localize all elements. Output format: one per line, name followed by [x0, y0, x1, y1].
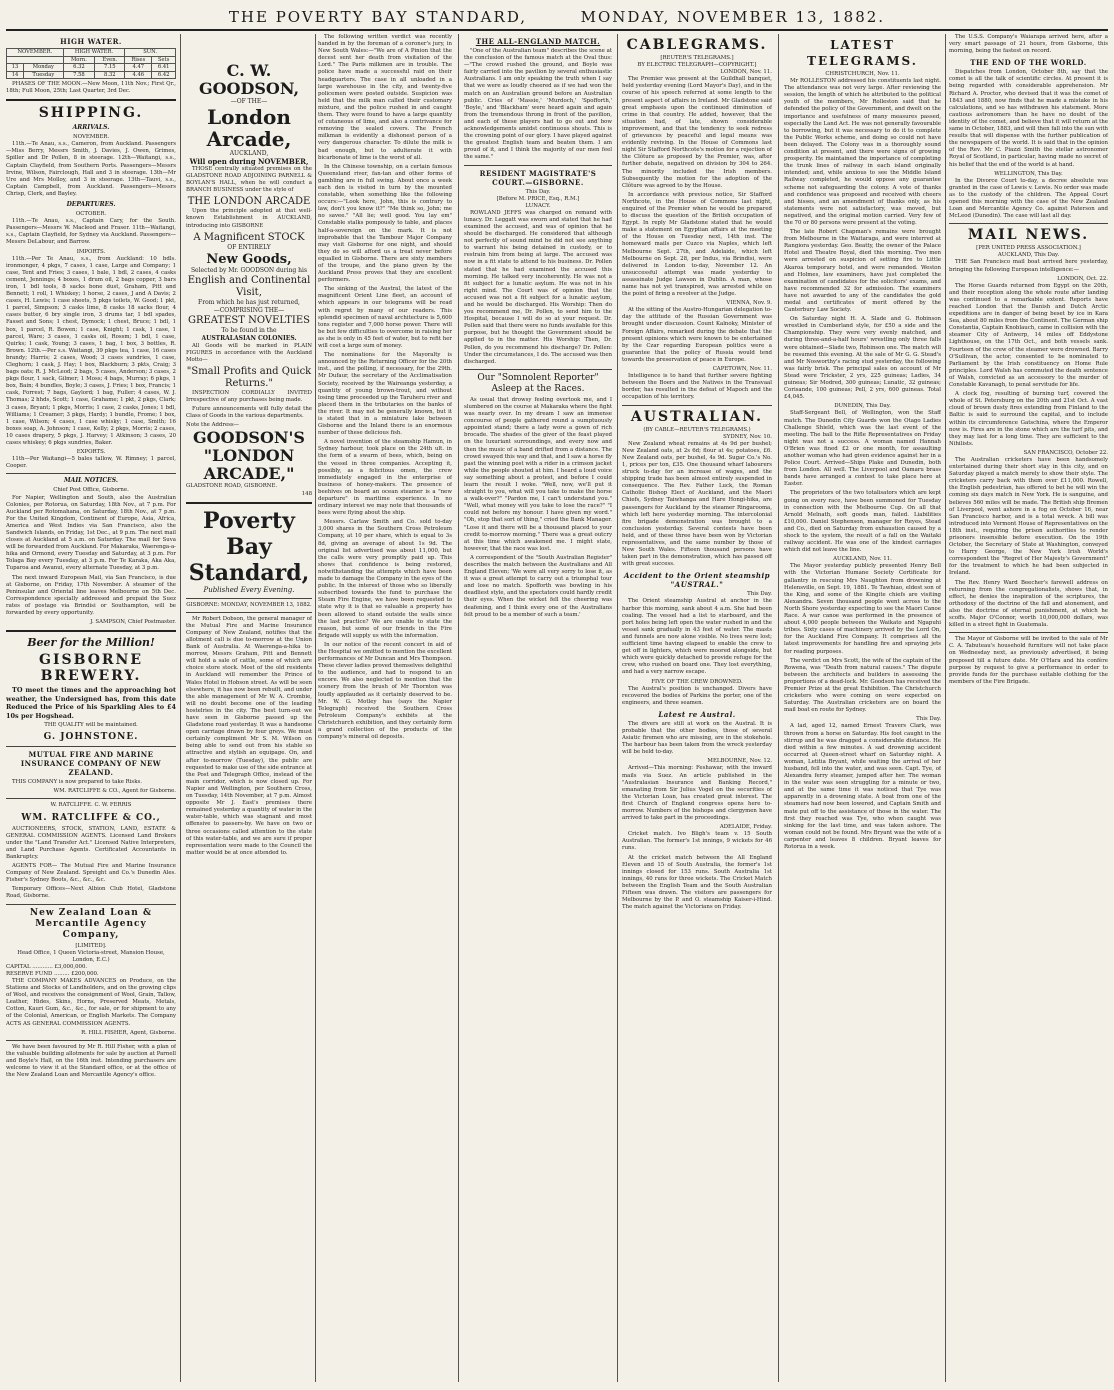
tide-cell: Tuesday	[24, 71, 64, 79]
mail-news-source: [PER UNITED PRESS ASSOCIATION.]	[976, 245, 1081, 252]
ratcliffe-office: Temporary Offices—Next Albion Club Hotel, Gladstone Road, Gisborne.	[6, 886, 176, 900]
london-address: "LONDON	[203, 446, 295, 466]
christchurch-text: The late Robert Chapman's remains were brought from Melbourne in the Waitaraga, and were interred at Rangiora yesterday. Geo. Beatty, the owner of the Palace Hotel and Theatre Royal, died this morning. Two men were arrested on suspicion of setting fire to Little Akaroa temporary hotel, and were remanded. Weston and Holmes, law examiners, have just completed the examination of candidates for the solicitors' exams, and have recommended 32 for admission. The examiners have not awarded to any of the candidates the gold medal and certificates of merit offered by the Canterbury Law Society.	[784, 229, 941, 314]
goodson-name: C. W. GOODSON,	[198, 61, 300, 98]
nz-loan-note: We have been favoured by Mr R. Hill Fisher, with a plan of the valuable building allotments for sale by auction at Parnell and Boyle's Hall, on the 16th inst. Intending purchasers are welcome to view it at the Standard office, or at the office of the New Zealand Loan and Mercantile Agency's office.	[6, 1043, 176, 1079]
masthead-rule	[6, 29, 1108, 31]
arrivals-text: 11th.—Te Anau, s.s., Cameron, from Auckland. Passengers—Miss Berry, Messrs Smith, J. Davies, J. Owen, Grimes, Spiller and Dr Pollen, 8 in steerage. 12th—Waitangi, s.s., Captain Clayfield, from Southern Ports. Passengers—Messrs Irvine, Wilson, Fairclough, Hall and 3 in steerage. 13th—Mr Ure and Mrs Molloy, and 3 in steerage. 13th—Tauvi, s.s., Captain Campbell, from Auckland. Passengers—Messrs Chrisp, Clerk, and Bayley.	[6, 141, 176, 197]
vienna-text: At the sitting of the Austro-Hungarian delegation to-day the attitude of the Russian Government was brought under discussion. Count Kalnoky, Minister of Foreign Affairs, remarked during the debate that the present opinions which were known to be entertained by the Czar regarding European politics were a guarantee that the policy of Russia would tend towards the preservation of peace in Europe.	[622, 307, 772, 363]
australasian-colonies: AUSTRALASIAN COLONIES.	[201, 334, 297, 342]
ratcliffe-text: AUCTIONEERS, STOCK, STATION, LAND, ESTATE & GENERAL COMMISSION AGENTS. Licensed Land Brokers under the "Land Transfer Act." Licensed Native Interpreters, and Land Purchase Agents. Certificated Accountants in Bankruptcy.	[6, 825, 176, 860]
goodson-selected: Selected by Mr. GOODSON during his	[190, 266, 308, 274]
cablegrams-source: BY ELECTRIC TELEGRAPH—COPYRIGHT.]	[637, 62, 757, 69]
mutual-insurance-text: THIS COMPANY is now prepared to take Risks.	[12, 779, 142, 786]
motto: "Small Profits and Quick Returns."	[186, 365, 312, 389]
this-day-dateline: This Day.	[916, 716, 941, 723]
news-item: A novel invention of the steamship Hamun, in Sydney harbour, took place on the 24th ult. in the form of a swarm of bees, which, being on the vessel in three companies. Accepting it, possibly, as a felicitous omen, the crew immediately engaged in the enterprise of business of honey-makers. The presence of beehives on board an ocean steamer is a "new departure" in maritime experience. In no ordinary interest we may note that thousands of bees were flying about the ship.	[318, 439, 452, 517]
magistrate-subheading: LUNACY.	[525, 202, 551, 209]
goodson-open: Will open during NOVEMBER,	[189, 157, 309, 166]
london-oct-dateline: LONDON, Oct. 22.	[1057, 275, 1108, 282]
imports-heading: IMPORTS.	[76, 248, 106, 255]
exports-heading: EXPORTS.	[76, 449, 106, 456]
column-latest-telegrams	[784, 34, 941, 1382]
tide-cell: 6.42	[152, 71, 176, 79]
column-divider	[778, 34, 779, 1382]
editorial-dateline: GISBORNE: MONDAY, NOVEMBER 13, 1882.	[186, 601, 312, 608]
adelaide-dateline: ADELAIDE, Friday.	[719, 824, 772, 831]
brewery-heading: GISBORNE BREWERY.	[38, 652, 143, 685]
gladstone-road: GLADSTONE ROAD, GISBORNE.	[186, 483, 278, 490]
magistrate-day: This Day.	[525, 188, 551, 195]
melbourne-text: Arrived—This morning: Feshawar, with the inward mails via Suez. An article published in the "Australasian Insurance and Banking Record," emanating from Sir Julius Vogel on the securities of the Victorian Loan, has created great interest. The first Church of England congress opens here to-morrow. Numbers of the bishops and clergymen have arrived to take part in the proceedings.	[622, 765, 772, 822]
magistrate-text: ROWLAND JEFFS was charged on remand with lunacy. Dr. Leggatt was sworn and stated that he had examined the accused, and was of opinion that he should be discharged. He considered that although not perfectly of sound mind he did not see anything to warrant his being detained in custody, or to restrain him from being at large. The accused was now in a fit state to attend to his business. Dr. Pollen stated that he had examined the accused this morning. He talked very incoherently. He was not a fit subject for a lunatic asylum. He was not in his right mind. The Court was of opinion that the accused was not a fit subject for a lunatic asylum, and he would be discharged. His Worship: Then do you recommend me, Dr. Pollen, to send him to the Hospital, because I will do so at your request. Dr. Pollen said that there were no funds available for this purpose, but he thought the Government should be applied to in the matter. His Worship: Then, Dr. Pollen, do you recommend his discharge? Dr. Pollen: Under the circumstances, I do. The accused was then discharged.	[464, 209, 612, 365]
nz-loan-heading: New Zealand Loan & Mercantile Agency Company,	[29, 907, 153, 940]
london-arcade-heading: London Arcade,	[206, 105, 292, 151]
tide-subheader: Even.	[95, 56, 125, 64]
masthead-paper-name: THE POVERTY BAY STANDARD,	[228, 8, 528, 26]
english-continental: English and Continental Visit,	[187, 274, 311, 298]
sydney-text: New Zealand wheat remains at 4s 9d per bushel; New Zealand oats, at 2s 6d; flour at 4s; potatoes, £6. New Zealand oats, per bushel, 4s 9d. Sugar Co.'s No. 1, prices per ton, £35. One thousand wharf labourers struck to-day for an increase of wages, and the shipping trade has been almost entirely suspended in consequence. The Rev. Father Luck, the Roman Catholic Bishop Elect of Auckland, and the Maori Chiefs, Sydney Taiwhanga and Hare Hongi-hika, are passengers for Auckland by the steamer Ringarooma, which left here yesterday morning. The intercolonial fire brigade demonstration was brought to a conclusion yesterday. Several contests have been held, and of these three have been won by Victorian representatives, and the same number by those of New South Wales. Fifteen thousand persons have taken part in the demonstration, which has passed off with great success.	[622, 440, 772, 568]
five-crew-text: The Austral's position is unchanged. Divers have recovered the bodies of Parkins the porter, one of the engineers, and three seamen.	[622, 685, 772, 706]
goodson-of-the: —OF THE—	[230, 98, 268, 105]
tide-table	[6, 48, 176, 79]
tide-header: HIGH WATER.	[63, 49, 125, 57]
auckland-dateline: AUCKLAND, Nov. 11.	[833, 556, 892, 563]
cablegrams-heading: CABLEGRAMS.	[626, 37, 768, 53]
ratcliffe-partners: W. RATCLIFFE. C. W. FERRIS	[50, 802, 132, 809]
brewery-quality: THE QUALITY will be maintained.	[44, 722, 138, 729]
dunedin-text: The proprietors of the two totalisators which are kept going on every race, have been summoned for Tuesday in connection with the Melbourne Cup. On all that Arnold Melnath, soft goods man, failed. Liabilities £10,000. Daniel Stephenson, manager for Reyes, Stead and Co., died on Saturday from exhaustion caused by a shock to the system, the result of a fall on the Waitaki railway accident. He was one of the kindest carriages which did not leave the line.	[784, 490, 941, 554]
editorial-text: Mr Robert Dobson, the general manager of the Mutual Fire and Marine Insurance Company of New Zealand, notifies that the allotment call is due to-morrow at the Union Bank of Australia. At Waerenga-a-hika to-morrow, Messrs Graham, Pitt and Bennett will hold a sale of cattle, some of which are choice store stock. Most of the old residents in Auckland will remember the Prince of Wales Hotel in Hobson street. As will be seen elsewhere, it has now been rebuilt, and under the able management of Mr W. A. Crombie, will no doubt become one of the leading hostelries in the city. The best turn-out we have seen in Gisborne passed up the Gladstone road yesterday. It was a handsome open carriage drawn by four greys. We must certainly compliment Mr S. M. Wilson on being able to send out from his stable so attractive and stylish an equipage. On, and after to-morrow (Tuesday), the public are requested to make use of the side entrance at the Post and Telegraph Office, instead of the main corridor, which is now closed up. For Napier and Wellington, per Southern Cross, on Tuesday, 14th November, at 7 p.m. Almost opposite Mr J. East's premises there remained yesterday a quantity of water in the water-table, which was stagnant and most offensive to passers-by. We have on two or three occasions called attention to the state of this water-table, and we are sure if proper representation were made to the Council the matter would be at once attended to.	[186, 615, 312, 856]
ad-number: 148	[301, 490, 312, 497]
mail-notices-text: The next inward European Mail, via San Francisco, is due at Gisborne, on Friday, 17th November. A steamer of the Peninsular and Oriental line leaves Melbourne on 5th Dec. Correspondence specially addressed and prepaid the Suez rates of postage via Brindisi or Southampton, will be forwarded by every opportunity.	[6, 574, 176, 616]
ratcliffe-agencies: AGENTS FOR— The Mutual Fire and Marine Insurance Company of New Zealand. Spreight and Co.'s Dunedin Ales. Fisher's Sydney Boots, &c., &c., &c.	[6, 863, 176, 884]
magistrate-court-heading: RESIDENT MAGISTRATE'S COURT.—GISBORNE.	[479, 168, 597, 187]
nz-loan-agent: R. HILL FISHER, Agent, Gisborne.	[81, 1029, 176, 1036]
ratcliffe-heading: WM. RATCLIFFE & CO.,	[21, 812, 161, 823]
column-divider	[945, 34, 946, 1382]
departures-month: OCTOBER.	[75, 211, 107, 218]
tide-cell: 14	[7, 71, 24, 79]
australian-heading: AUSTRALIAN.	[630, 408, 764, 425]
news-item: The nominations for the Mayoralty is announced by the Returning Officer for the 20th inst., and the polling, if necessary, for the 29th. Mr Dufaur, the secretary of the Acclimatisation Society, received by the Waireanga yesterday, a quantity of young brown-trout, and without losing time proceeded up the Taruheru river and placed them in the tributaries on the banks of the river. It may not be generally known, but it is stated that in a miniature lake between Gisborne and the Inland there is an enormous number of these delicious fish.	[318, 352, 452, 437]
mutual-insurance-agent: WM. RATCLIFFE & CO., Agent for Gisborne.	[53, 788, 176, 795]
column-mail-news	[949, 34, 1108, 1382]
inspection-invited: INSPECTION CORDIALLY INVITED Irrespective of any purchases being made.	[186, 389, 312, 404]
local-notice: The Mayor of Gisborne will be invited to the sale of Mr C. A. Tabuteau's household furniture will not take place on Wednesday next, as previously advertised, it being preposed till a future date. Mr O'Hara and his confère purpose by request to give a performance in order to provide funds for the purchase suitable clothing for the members of the Fire Brigade.	[949, 636, 1108, 685]
vienna-dateline: VIENNA, Nov. 9.	[726, 300, 772, 307]
arrivals-month: NOVEMBER.	[72, 134, 110, 141]
mail-news-heading: MAIL NEWS.	[967, 227, 1090, 244]
tide-cell: 7.58	[63, 71, 95, 79]
magistrate-before: [Before M. PRICE, Esq., R.M.]	[496, 195, 580, 202]
goodson-found: To be found in the	[221, 326, 277, 334]
tide-cell: 6.41	[152, 64, 176, 72]
mail-notices-text: For Napier, Wellington and South, also the Australian Colonies, per Rotorua, on Saturday, 18th Nov., at 7 p.m. For Auckland per Rotomahana, on Saturday, 18th Nov., at 7 p.m. For the United Kingdom, Continent of Europe, Asia, Africa, America and West Indies via San Francisco, also the Sandwich Islands, on Friday, 1st Dec., at 9 p.m. The next mail closes at Auckland at 5 a.m. on Saturday. The mail for Suva will be forwarded from Auckland. For Makaraka, Waerenga-a-hika and Ormond, every Tuesday and Saturday, at 3 p.m. For Tolaga Bay every Tuesday, at 3 p.m. For Te Karaka, Aka Aka, Tuparoa and Awanui, every alternate Tuesday, at 3 p.m.	[6, 494, 176, 572]
end-of-world-text: Dispatches from London, October 8th, say that the comet is all the talk of scientific circles. At present it is being regarded with considerable apprehension. Mr Richard A. Proctor, who devised that it was the comet of 1843 and 1880, now finds that he made a mistake in his calculations, and so has withdrawn his statement. More cautious astronomers than he have no doubt of the identity of the comet, and believe that it will return at the same in October, 1883, and will then fall into the sun with results that will dispense with the further publication of the newspapers of the world. It is said that in the opinion of the Rev. Mr C. Piazzi Smith the stellar astronomer Royal of Scotland, in particular, having made no secret of his belief that the end of the world is at hand.	[949, 69, 1108, 168]
latest-austral-heading: Latest re Austral.	[658, 709, 736, 719]
column-cablegrams	[464, 34, 772, 1382]
brewery-text: TO meet the times and the approaching hot weather, the Undersigned has, from this date Reduced the Price of his Sparkling Ales to £4 10s per Hogshead.	[6, 686, 176, 720]
tide-subheader: Morn.	[63, 56, 95, 64]
column-shipping	[6, 34, 176, 1382]
masthead-title	[0, 8, 1114, 26]
column-divider	[458, 34, 459, 1382]
postmaster-signature: J. SAMPSON, Chief Postmaster.	[90, 619, 176, 626]
capetown-text: Intelligence is to hand that further severe fighting between the Boers and the Natives in the Transvaal border, has resulted in the defeat of Mapoch and the occupation of his territory.	[622, 373, 772, 401]
new-goods-heading: New Goods,	[206, 251, 292, 267]
san-francisco-dateline: SAN FRANCISCO, October 22.	[1023, 449, 1108, 456]
column-news	[318, 34, 452, 1382]
tide-cell: 7.15	[95, 64, 125, 72]
cablegrams-source: [REUTER'S TELEGRAMS.]	[660, 55, 734, 61]
latest-telegrams-heading: LATEST TELEGRAMS.	[807, 38, 918, 68]
beer-heading: Beer for the Million!	[27, 636, 155, 650]
london-dateline: LONDON, Nov. 11.	[720, 69, 772, 76]
accident-text: The Orient steamship Austral at anchor in the harbor this morning, sank about 4 a.m. She had been coaling. The vessel had a list to starboard, and the port holes being left open the water rushed in and the vessel sank gradually in 43 feet of water. The masts and funnels are now alone visible. No lives were lost; sufficient time having elapsed to enable the crew to get off in lighters, which were moored alongside, but which were quickly detached to provide refuge for the crew, who rushed on board one. They lost everything, and had a very narrow escape.	[622, 598, 772, 676]
news-item: The sinking of the Austral, the latest of the magnificent Orient Line fleet, an account of which appears in our telegrams will be read with regret by many of our readers. This splendid specimen of naval architecture is 5,600 tons register and 7,000 horse power. There will be but few difficulties to overcome in raising her as she is only in 45 feet of water, but to refit her will cost a large sum of money.	[318, 286, 452, 350]
dunedin-dateline: DUNEDIN, This Day.	[834, 403, 891, 410]
capetown-dateline: CAPETOWN, Nov. 11.	[712, 366, 772, 373]
nz-loan-limited: [LIMITED].	[75, 942, 107, 949]
goodsons-address: GOODSON'S	[193, 428, 305, 448]
san-francisco-text: The Rev. Henry Ward Beecher's farewell address on returning from the congregationalists, shows that, in effect, he denies the inspiration of the scriptures, the orthodoxy of the doctrine of the fall and atonement, and also the doctrine of eternal punishment, at which he scoffs. Major O'Connor, worth 10,000,000 dollars, was killed in a street fight in Guatemala.	[949, 579, 1108, 629]
news-item: The following written verdict was recently handed in by the foreman of a coroner's jury, in New South Wales:—"We are of A Pinion that the decest sent her death from visitation of the Lord." The Paris milkmen are in trouble. The police have made a successful raid on their headquarters. The case in all unloaded in a large warehouse in the city, and twenty-five policemen were posted outside. Suspicion was held that the milk man called their customary mixture, and the police rushed in and caught them. They were found to have a large quantity of cutaneous of lime, and also a contrivance for removing the sealed covers. The French milkman is evidently a dishonest person of a very dangerous character. To dilute the milk is bad enough, but to adulterate it with bicarbonate of lime is the worst of all.	[318, 34, 452, 161]
waiarapa-passage: The U.S.S. Company's Waiarapa arrived here, after a very smart passage of 21 hours, from Gisborne, this morning, being the fastest on record.	[949, 34, 1108, 55]
arrivals-heading: ARRIVALS.	[72, 124, 110, 132]
goodson-principle: Upon the principle adopted at that well-known Establishment in AUCKLAND, introducing into GISBORNE	[186, 208, 312, 229]
auckland-text: The verdict on Mrs Scott, the wife of the captain of the Rowena, was "Death from natural causes." The dispute between the architects and builders in assessing the proportions of a dead-lock. Mr. Goodson has received the Premier Prize at the great Exhibition. The Christchurch cricketers who were coming on were expected on Saturday. The Australian cricketers are on board the mail boat en route for Sydney.	[784, 657, 941, 714]
goodson-comprising: —COMPRISING THE—	[213, 306, 285, 314]
column-divider	[315, 34, 316, 1382]
melbourne-dateline: MELBOURNE, Nov. 12.	[707, 758, 772, 765]
tide-header: NOVEMBER.	[7, 49, 64, 57]
tide-header: SUN.	[125, 49, 176, 57]
nz-loan-capital: CAPITAL ............ £3,000,000.	[6, 963, 88, 970]
mail-notices-subheading: Chief Post Office, Gisborne.	[53, 487, 129, 494]
tide-subheader: Sets	[152, 56, 176, 64]
high-water-heading: HIGH WATER.	[60, 37, 122, 46]
departures-heading: DEPARTURES.	[66, 201, 116, 209]
london-text: The Premier was present at the Guildhall banquet, held yesterday evening (Lord Mayor's Day), and in the course of his speech referred at some length to the present aspect of affairs in Ireland. Mr Gladstone said great emphasis upon the continued diminution of crime in that country. He added, however, that the situation had, of late, shown considerable improvement, and that the tendency to seek redress of grievances by peaceful and legal means was evidently reviving. In the House of Commons last night Sir Stafford Northcote's motion for a rejection of the Clôture as proposed by the Premier, was, after further debate, negatived on division by 304 to 264. The minority included the Irish members. Subsequently the motion for the adoption of the Clôture was agreed to by the House.	[622, 76, 772, 189]
sydney-dateline: SYDNEY, Nov. 10.	[723, 433, 772, 440]
nz-loan-office: Head Office, 1 Queen Victoria-street, Mansion House, London, E.C.)	[17, 949, 165, 963]
austral-accident-heading: Accident to the Orient steamship "AUSTRAL."	[623, 571, 771, 590]
nz-loan-text: THE COMPANY MAKES ADVANCES on Produce, on the Stations and Stocks of Landholders, and on the growing clips of Wool, and receives the consignment of Wool, Grain, Tallow, Leather, Hides, Skins, Horns, Preserved Meats, Metals, Cotton, Kauri Gum, &c., &c., for sale, or for shipment to any of the Colonial, American, or English Markets. The Company ACTS AS GENERAL COMMISSION AGENTS.	[6, 977, 176, 1027]
somnolent-reporter-text: A correspondent of the "South Australian Register" describes the match between the Australians and All England Eleven; 'We were all very sorry to lose it, as it was a great attempt to carry out a triumphal tour and lose no match. Spofforth was bowling in his deadliest style, and the spectators could hardly credit their eyes. When the wicket fell the cheering was deafening, and I think every one of the Australians felt proud to be a member of such a team.'	[464, 554, 612, 618]
future-announcements: Future announcements will fully detail the Class of Goods in the various departments.	[186, 406, 312, 420]
masthead-date: MONDAY, NOVEMBER 13, 1882.	[580, 8, 886, 26]
mutual-insurance-heading: MUTUAL FIRE AND MARINE INSURANCE COMPANY OF NEW ZEALAND.	[20, 750, 162, 778]
tide-row	[7, 64, 176, 72]
mail-news-intro: THE San Francisco mail boat arrived here yesterday, bringing the following European intelligence:—	[949, 259, 1108, 273]
note-address: Note the Address—	[186, 422, 240, 429]
adelaide-text: Cricket match. Ivo Bligh's team v. 15 South Australian. The former's 1st innings, 9 wickets for 46 runs.	[622, 831, 772, 852]
brewery-owner: G. JOHNSTONE.	[43, 732, 139, 743]
tide-subheader: Rises	[125, 56, 152, 64]
exports-text: 11th—Per Waitangi—5 bales tallow, W. Rimney; 1 parcel, Cooper.	[6, 456, 176, 470]
somnolent-reporter-heading: Our "Somnolent Reporter" Asleep at the Races.	[477, 372, 599, 394]
all-england-match-text: "One of the Australian team" describes the scene at the conclusion of the famous match at the Oval thus:—"The crowd rushed the ground, and Boyle was fairly carried into the pavilion by several enthusiastic Australians. I am only speaking the truth when I say that we were as loudly cheered as if we had won the match on an Australian ground before an Australian public. Cries of 'Massie,' 'Murdoch,' 'Spofforth,' 'Boyle,' and 'Blackham' were heard again and again from the tremendous throng in front of the pavilion, and each of these players had to go out and bow acknowledgements amidst continuous shouts. This is the crowning point of our glory. I have played against the greatest English team and beaten them. I am proud of it, and I think the majority of our men feel the same."	[464, 48, 612, 161]
news-item: In our notice of the recent concert in aid of the Hospital we omitted to mention the excellent performances of Mr Duncan and Mrs Thompson. These clever ladies proved themselves delightful to the audience, and had to respond to an encore. We also neglected to mention that the scenery from the brush of Mr Thornton was loudly applauded as it certainly deserved to be. Mr. W. G. Motley has (says the Napier Telegraph) received the Southern Cross Petroleum Company's exhibits at the Christchurch exhibition, and they certainly form a grand collection of the products of the company's mineral oil deposits.	[318, 641, 452, 741]
adelaide-text: At the cricket match between the All England Eleven and 15 of South Australia, the former's 1st innings closed for 153 runs. South Australia 1st innings, 40 runs for three wickets. The Cricket Match between the English Team and the South Australian Fifteen was drawn. The visitors are passengers for Melbourne by the P. and O. steamship Kaiser-i-Hind. The match against the Victorians on Friday.	[622, 854, 772, 911]
latest-austral-text: The divers are still at work on the Austral. It is probable that the other bodies, those of several Asiatic firemen who are missing, are in the stokehole. The harbour has been taken from the wreck yesterday will be held to-day.	[622, 720, 772, 756]
accident-dateline: This Day.	[747, 591, 772, 598]
london-arcade-style: THE LONDON ARCADE	[187, 196, 311, 208]
arcade-address: ARCADE,"	[203, 464, 295, 484]
news-item: In the Chinese township, on a certain famous Queensland river, fan-tan and other forms of gambling are in full swing. About once a week each den is visited in turn by the mounted constable, when something like the following occurs:—"Look here, John, this is contrary to law, don't you know it?" "Me think so, John; me no savee." "All lie; well good. You lay em" Constable stalks pompously to table, and places half-a-sovereign on the mark. It is not improbable that the Tambour Major Company may visit Gisborne for one night, and should they do so will afford us a treat never before equalled in Gisborne. There are sixty members of the troupe, and the piano given by the Auckland Press proves that they are excellent performers.	[318, 163, 452, 284]
goodson-returned: From which he has just returned,	[198, 298, 300, 306]
christchurch-text: On Saturday night H. A. Slade and G. Robinson wrestled in Cumberland style, for £50 a side and the Championship. They were very evenly matched, and during three-and-a-half hours' wrestling only three falls were obtained—Slade two, Robinson one. The match will be resumed this evening. At the sale of Mr G. G. Stead's and Mr Nosworthy's racing stud yesterday, the following was fairly brisk. The principal sales on account of Mr Stead were Trickster, 2 yrs, 225 guineas; Ladies, 34 guineas; Sir Modred, 300 guineas; Lunatic, 32 guineas; Corisande, 100 guineas; Pell, 2 yrs, 600 guineas. Total £4,045.	[784, 316, 941, 401]
imports-text: 11th.—Per Te Anau, s.s., from Auckland: 10 bdls. ironmonger, 4 pkgs, 7 cases, 1 case, Large and Company; 1 case, Tent and Fries; 3 cases, 1 bale, 1 bdl, 2 cases, 4 casks cement, Jennings; 4 boxes, 1 drum oil, 2 bags copper, 3 bars iron, 1 bdl tools, 8 sacks bone dust, Graham, Pitt and Bennett; 1 roll, 1 Whiskey; 1 horse, 2 cases, J and A Davis; 2 cases, H. Lewis; 1 case sheets, 5 pkgs toilets, W. Good; 1 pkt, 1 parcel, Simpson; 3 casks lime, 8 casks 18 sacks flour, 4 cases butter, 6 bry single iron, 3 drums tar, 1 bdl spades, Fasset and Sons; 1 chest, Dymock; 1 chest, Bruce; 1 bdl, 1 box, 1 parcel, R. Bowen; 1 case, Knight; 1 cask, 1 case, 1 parcel, Ware; 3 cases, 1 casks oil, Rossm; 1 bdl, 1 case, Quirks; 1 cask, Young; 3 cases, 1 bag, 1 box, 3 bottles, R. Brown. 12th.—Per s.s. Waitangi, 39 pkgs tea, 1 case, 16 cases brandy; Harris; 2 cases, Wood; 3 cases sundries, 1 case, Cleghorn; 1 cask, J. Hay; 1 box, Blackburn; 3 pkts, Craig; 3 bags oats; R. J. McLeod; 2 bags, 5 cases, Anderson; 3 cases, 2 pkgs flour, 1 sack, Gilmer; 1 Moss; 4 bags, Murray; 6 pkgs, 1 box, Bain; 4 bundles, Boyle; 3 cases, J. Fries; 1 box, Francis; 1 cask, Forrest; 7 bags, Gaylord; 1 bag, Fuller; 4 cases, W. J. Thomas; 2 hhds, Scott; 1 case, Grahame; 1 pkt, 2 pkgs, Clark; 3 cases, Bryant; 1 pkgs, Morris; 1 case, 2 casks, Jones; 1 bdl, Williams; 1 Creamer; 3 pkgs, Hardy; 1 bundle, Frome; 1 box, 1 case, Wilson; 4 cases, 1 case whisky; 1 case, Smith; 16 boxes soap, A. Johnson; 1 case, Kelly; 2 pkgs, Morris; 2 cases, 10 cases drapery, 5 pkgs, J. Harvey; 1 Atkinson; 3 cases, 20 cases whiskey; 6 pkgs sundries, Baker.	[6, 255, 176, 447]
wellington-text: In the Divorce Court to-day, a decree absolute was granted in the case of Lewis v. Lewis. No order was made as to the custody of the children. The Appeal Court opened this morning with the case of the New Zealand Loan and Mercantile Agency Co. against Paterson and McLeod (Dunedin). The case will last all day.	[949, 177, 1108, 220]
tide-cell: Monday	[24, 64, 64, 72]
wellington-dateline: WELLINGTON, This Day.	[994, 170, 1063, 177]
news-item: Messrs. Carlaw Smith and Co. sold to-day 3,000 shares in the Southern Cross Petroleum Company, at 10 per share, which is equal to 3s 8d, giving an average of about 1s 9d. The original list advertised was about 11,000, but the calls were very promptly paid up. This shows that confidence is being restored, notwithstanding the attempts which have been made to damage the Company in the eyes of the public. In the interest of those who so liberally subscribed towards the fund to purchase the Steam Fire Engine, we have been requested to state why it is that so valuable a property has been allowed to stand outside the walls since the last practice? We are unable to state the reason, but some of our friends in the Fire Brigade will supply us with the information.	[318, 519, 452, 639]
auckland-text: The Mayor yesterday publicly presented Henry Bell with the Victorian Humane Society Certificate for gallantry in rescuing Mrs Naughton from drowning at Helensville, on Sept. 19, 1881. Te Tawhiao, eldest son of the King, and some of the Kingite chiefs are visiting Alexandra. Seven thousand people went across to the North Shore yesterday expecting to see the Maori Canoe Race. A war canoe was performed in the presence of about 4,000 people between the Waikato and Ngapuhi tribes. Sixty cases of machinery arrived by the Lord On, for the Auckland Fire Company. It comprises all the latest improvements for handling fire and spraying jets for reading purposes.	[784, 563, 941, 655]
tide-cell: 4.47	[125, 64, 152, 72]
christchurch-text: Mr ROLLESTON addressed his constituents last night. The attendance was not very large. After reviewing the session, the length of which he attributed to the political youth of the members, Mr Rolleston said that he defended the policy of the Government, and dwelt on the importance and usefulness of many measures passed, especially the Land Act. He was not generally favourable to borrowing, but it was necessary to do it to complete the Public Works scheme, and doing so could not have been delayed. The Colony was in a thoroughly sound condition at present, and there were signs of growing prosperity. He maintained the importance of completing the trunk lines of railway in each island originally intended; and, while anxious to see the Middle Island Railway completed, he would oppose any guarantee scheme not safeguarding the colony. A vote of thanks and confidence was proposed and received with cheers and hisses, and an amendment of thanks only, as his statements were not satisfactory, was moved, but negatived, and the original motion carried. Very few of the 70 or 80 persons were present at the voting.	[784, 78, 941, 226]
tide-cell: 6.32	[63, 64, 95, 72]
australian-source: (BY CABLE—REUTER'S TELEGRAMS.)	[643, 426, 751, 433]
tide-row	[7, 71, 176, 79]
magnificent-stock: A Magnificent STOCK	[193, 231, 305, 243]
standard-title: Poverty Bay Standard,	[188, 507, 310, 586]
greatest-novelties: GREATEST NOVELTIES	[187, 314, 311, 326]
published-every-evening: Published Every Evening.	[203, 585, 295, 594]
somnolent-reporter-text: As usual that drowsy feeling overtook me, and I slumbered on the course at Makaraka where the fight was nearly over. In my dream I saw an immense concourse of people gathered round a sumptuously appointed stand; there a lady wore a gown of rich brocade. The shades of the giver of the feast played on the luxuriant surroundings, and every now and then the music of a band drifted from a distance. The crowd swayed this way and that, and I saw a horse fly past the winning post with a rider in a crimson jacket while the people shouted at him. I heard a loud voice say something about a protest, and before I could learn the result I woke. "Well, now, we'll put it straight to you, what will you take to make the horse a walk-over?" "Pardon me, I can't understand you." "Well, what money will you take to lose the race?" "I could not before my honour. I have given my word." "Oh, stop that sort of thing," cried the Bank Manager. "Lose it and there will be a thousand placed to your credit to-morrow morning." There was a great outcry at this time which awakened me. I might state, however, that the race was lost.	[464, 396, 612, 552]
end-of-world-heading: THE END OF THE WORLD.	[970, 58, 1087, 68]
london-oct-text: The Horse Guards returned from Egypt on the 20th, and their reception along the whole route after landing was continued to a remarkable extent. Reports have reached London that the Danish and Dutch Arctic expeditions are in danger of being beset by ice in Kara Sea, about 80 miles from the Continent. The German ship Constantia, Captain Knoblauch, came in collision with the steamer City of Antwerp, 14 miles off Eddystone Lighthouse, on the 17th Oct., and both vessels sank. Fourteen of the crew of the steamer were drowned. Barry O'Sullivan, the actor, consented to be nominated to Parliament by the Irish constituency on Home Rule principles. Lord Walsh has commuted the death sentence of Walsh, convicted as an accessory to the murder of Constable Kavanagh, to penal servitude for life.	[949, 282, 1108, 389]
christchurch-dateline: CHRISTCHURCH, Nov. 11.	[825, 71, 900, 77]
all-england-match-heading: THE ALL-ENGLAND MATCH.	[475, 37, 601, 46]
san-francisco-text: The Australian cricketers have been handsomely entertained during their short stay in this city, and on Saturday played a match merely to show their style. The cricketers carry back with them over £11,000. Rowell, the English pedestrian, has offered to bet he will win the coming six days match in New York. He is sanguine, and believes 560 miles will be made. The British ship Bremen of Liverpool, went ashore in a fog on October 16, near San Francisco harbor, and is a total wreck. A bill was introduced into Vermont House of Representatives on the 18th inst., requiring the prison authorities to render prisoners insensible before execution. On the 19th October, the Secretary of State at Washington, conveyed to Harry George, the New York Irish World's correspondent the "Regret of Her Majesty's Government" for the treatment to which he had been subjected in Ireland.	[949, 456, 1108, 577]
dunedin-text: Staff-Sergeant Bell, of Wellington, won the Staff match. The Dunedin City Guards won the Otago Ladies Challenge Shield, which was the last event of the meeting. The ball to the Rifle Representatives on Friday night was not a success. A woman named Hannah O'Brien was fined £2 or one month, for assaulting another woman who had given evidence against her in a Police Court. Arrived—Ships Plake and Dunedin, both from London. All well. The Liverpool and Oamaru brass bands have arranged a contest to take place here at Easter.	[784, 410, 941, 488]
entirely: OF ENTIRELY	[227, 243, 271, 251]
mail-news-dateline: AUCKLAND, This Day.	[997, 252, 1060, 259]
column-divider	[180, 34, 181, 1382]
nz-loan-reserve: RESERVE FUND ......... £200,000.	[6, 970, 99, 977]
london-oct-text: A clock fog, resulting of burning turf, covered the whole of St. Petersburg on the 20th and 21st Oct. A vast cloud of brown dusty fires extending from Finland to the Baltic is said to surround the capital, and to include within its circumference Gatschina, where the Emperor now is. Fires are in the stone which are the turf pits, and they may last for a long time. They are sufficient to the Nihilists.	[949, 391, 1108, 447]
goodson-auckland: AUCKLAND,	[229, 150, 269, 157]
tide-cell: 13	[7, 64, 24, 72]
plain-figures: All Goods will be marked in PLAIN FIGURES in accordance with the Auckland Motto—	[186, 342, 312, 363]
departures-text: 11th.—Te Anau, s.s., Captain Cary, for the South. Passengers—Messrs W. Macleod and Fraser. 11th—Waitangi, s.s., Captain Clayfield, for Sydney via Auckland. Passengers—Messrs DeLabour, and Barrow.	[6, 218, 176, 246]
mail-notices-heading: MAIL NOTICES.	[64, 477, 118, 485]
london-text: In accordance with previous notice, Sir Stafford Northcote, in the House of Commons last night, enquired of the Premier when he would be prepared to discuss the question of the British occupation of Egypt. In reply Mr Gladstone stated that he would make a statement on Egyptian affairs at the meeting of the House on Tuesday next, 14th inst. The homeward mails per Cuzco via Naples, which left Melbourne Sept. 27th, and Adelaide, which left Melbourne on Sept. 28, per Indus, via Brindisi, were delivered in London to-day, November 12. An unsuccessful attempt was made yesterday to assassinate Judge Lawson in Dublin. A man, whose name has not yet transpired, was arrested while on the point of firing a revolver at the Judge.	[622, 191, 772, 298]
this-day-text: A lad, aged 12, named Ernest Travers Clark, was thrown from a horse on Saturday. His foot caught in the stirrup and he was dragged a considerable distance. He died within a few minutes. A sad drowning accident occurred at Queen-street wharf on Saturday night. A woman, Letitia Bryant, while waiting the arrival of her husband, fell into the water, and was seen. Capt. Tye, of Alexandra ferry steamer, jumped after her. The woman in the water was seen struggling for a minute or two, and at the same time it was noticed that Tye was apparently in a drowning state. A boat from one of the steamers had now been lowered, and Captain Smith and mate put off to the assistance of those in the water. The first they reached was Tye, who when caught was sinking for the last time, and was taken ashore. The woman could not be found. Mrs Bryant was the wife of a carpenter and leaves 8 children. Bryant leaves for Rotorua in a week.	[784, 723, 941, 851]
moon-phases: PHASES OF THE MOON.—New Moon, 11th Nov.; First Qr., 18th; Full Moon, 25th; Last Quarter, 3rd Dec.	[6, 81, 176, 95]
column-goodson-ad	[186, 34, 312, 1382]
tide-cell: 8.32	[95, 71, 125, 79]
tide-cell: 4.46	[125, 71, 152, 79]
shipping-heading: SHIPPING.	[38, 105, 144, 122]
goodson-open-text: THOSE centrally situated premises on the GLADSTONE ROAD ADJOINING PARNELL & BOYLAN'S HALL, when he will conduct a BRANCH BUSINESS under the style of	[186, 166, 312, 194]
five-crew-heading: FIVE OF THE CREW DROWNED.	[651, 678, 743, 685]
